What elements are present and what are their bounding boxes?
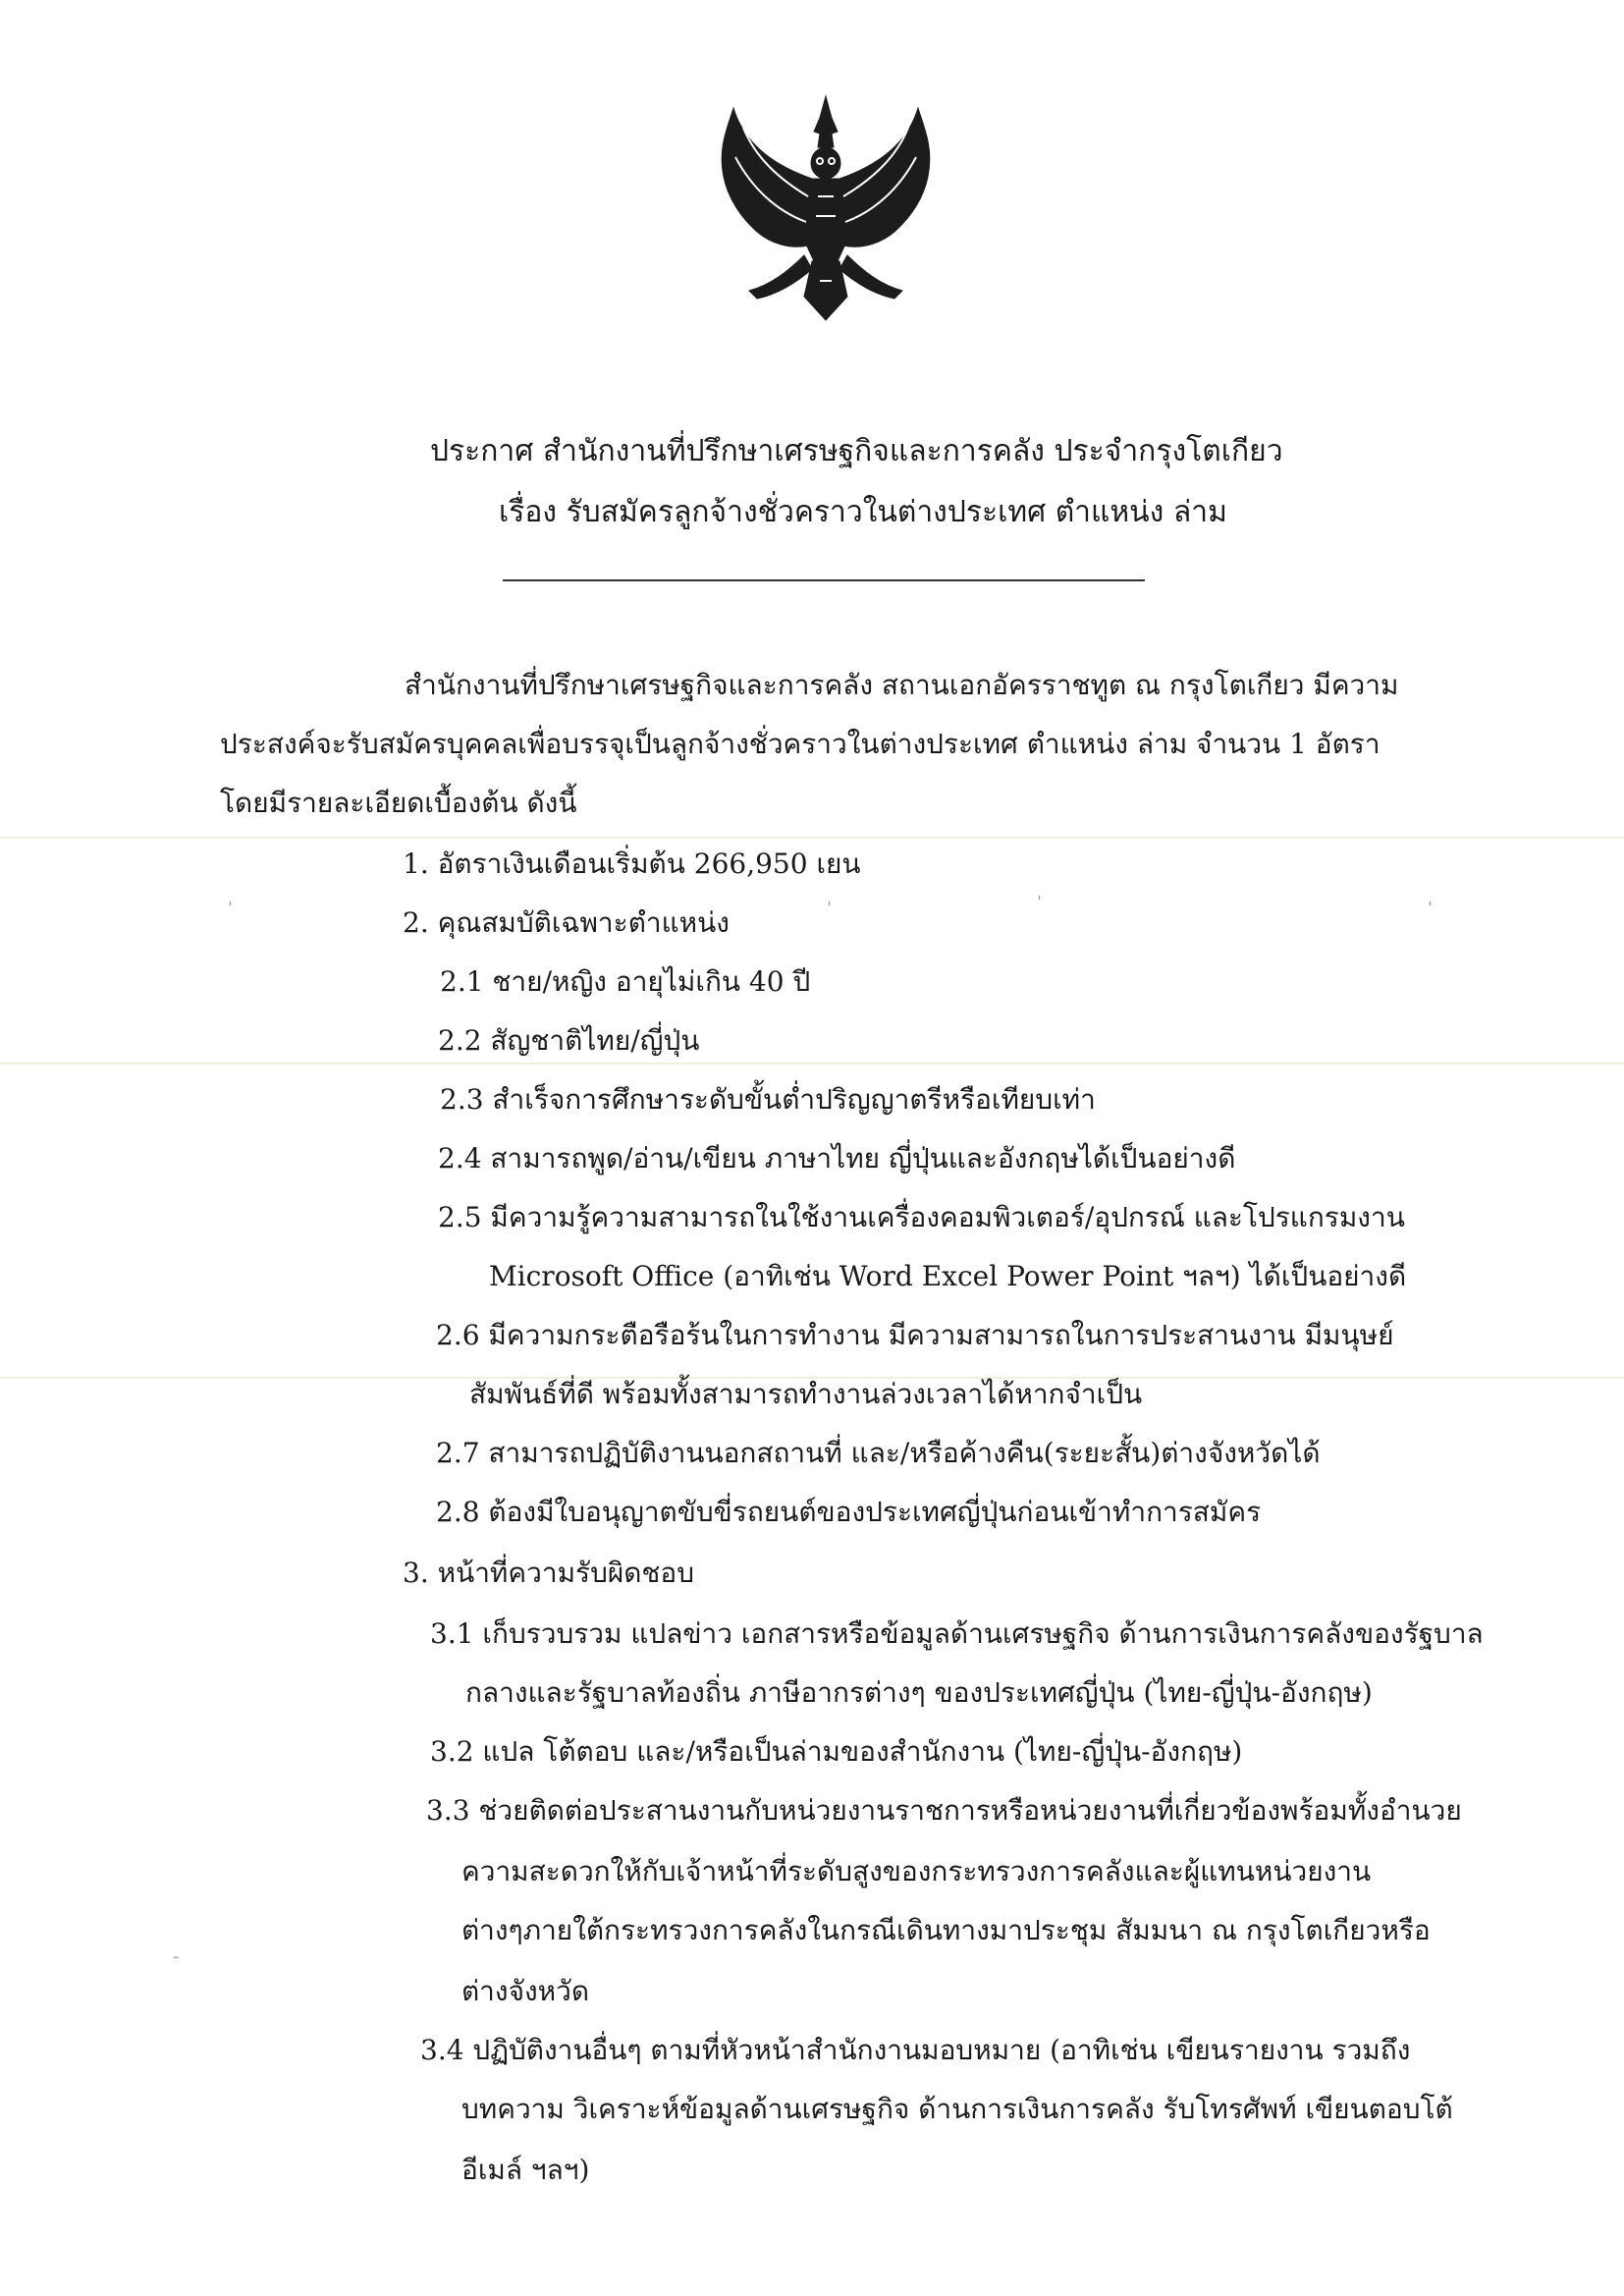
announcement-title: ประกาศ สำนักงานที่ปรึกษาเศรษฐกิจและการคลัง ประจำกรุงโตเกียว xyxy=(430,434,1283,468)
item-3-3: 3.3 ช่วยติดต่อประสานงานกับหน่วยงานราชการหรือหน่วยงานที่เกี่ยวข้องพร้อมทั้งอำนวย xyxy=(426,1794,1462,1827)
garuda-emblem-icon xyxy=(710,88,942,334)
item-3-4-cont-2: อีเมล์ ฯลฯ) xyxy=(461,2154,590,2186)
scan-speck: ˌ xyxy=(1037,882,1042,902)
intro-line-3: โดยมีรายละเอียดเบื้องต้น ดังนี้ xyxy=(220,787,577,819)
scan-band xyxy=(0,837,1624,839)
item-3-3-cont-2: ต่างๆภายใต้กระทรวงการคลังในกรณีเดินทางมาประชุม สัมมนา ณ กรุงโตเกียวหรือ xyxy=(461,1914,1431,1946)
intro-line-1: สำนักงานที่ปรึกษาเศรษฐกิจและการคลัง สถานเอกอัครราชทูต ณ กรุงโตเกียว มีความ xyxy=(405,669,1399,701)
item-3-4-cont-1: บทความ วิเคราะห์ข้อมูลด้านเศรษฐกิจ ด้านการเงินการคลัง รับโทรศัพท์ เขียนตอบโต้ xyxy=(461,2093,1453,2125)
scan-speck: ˌ xyxy=(228,888,233,908)
item-2-2: 2.2 สัญชาติไทย/ญี่ปุ่น xyxy=(438,1024,700,1057)
announcement-subject: เรื่อง รับสมัครลูกจ้างชั่วคราวในต่างประเทศ ตำแหน่ง ล่าม xyxy=(499,495,1227,529)
item-3-4: 3.4 ปฏิบัติงานอื่นๆ ตามที่หัวหน้าสำนักงานมอบหมาย (อาทิเช่น เขียนรายงาน รวมถึง xyxy=(420,2034,1411,2066)
item-qualifications-heading: 2. คุณสมบัติเฉพาะตำแหน่ง xyxy=(403,906,730,939)
item-3-2: 3.2 แปล โต้ตอบ และ/หรือเป็นล่ามของสำนักงาน (ไทย-ญี่ปุ่น-อังกฤษ) xyxy=(430,1735,1243,1768)
item-2-6: 2.6 มีความกระตือรือร้นในการทำงาน มีความสามารถในการประสานงาน มีมนุษย์ xyxy=(436,1319,1394,1351)
item-3-3-cont-3: ต่างจังหวัด xyxy=(461,1975,590,2007)
item-2-8: 2.8 ต้องมีใบอนุญาตขับขี่รถยนต์ของประเทศญี่ปุ่นก่อนเข้าทำการสมัคร xyxy=(436,1496,1262,1528)
item-3-1: 3.1 เก็บรวบรวม แปลข่าว เอกสารหรือข้อมูลด้านเศรษฐกิจ ด้านการเงินการคลังของรัฐบาล xyxy=(430,1617,1484,1650)
item-3-1-cont: กลางและรัฐบาลท้องถิ่น ภาษีอากรต่างๆ ของประเทศญี่ปุ่น (ไทย-ญี่ปุ่น-อังกฤษ) xyxy=(465,1676,1373,1709)
title-separator xyxy=(503,579,1145,581)
item-2-7: 2.7 สามารถปฏิบัติงานนอกสถานที่ และ/หรือค้างคืน(ระยะสั้น)ต่างจังหวัดได้ xyxy=(436,1437,1321,1469)
item-2-5: 2.5 มีความรู้ความสามารถในใช้งานเครื่องคอมพิวเตอร์/อุปกรณ์ และโปรแกรมงาน xyxy=(438,1201,1405,1233)
scan-speck: ‐ xyxy=(173,1946,180,1967)
item-salary: 1. อัตราเงินเดือนเริ่มต้น 266,950 เยน xyxy=(403,847,861,880)
scan-speck: ˌ xyxy=(827,888,832,908)
scan-speck: ˌ xyxy=(1428,888,1433,908)
item-duties-heading: 3. หน้าที่ความรับผิดชอบ xyxy=(403,1557,695,1589)
item-2-1: 2.1 ชาย/หญิง อายุไม่เกิน 40 ปี xyxy=(440,965,811,998)
item-2-4: 2.4 สามารถพูด/อ่าน/เขียน ภาษาไทย ญี่ปุ่นและอังกฤษได้เป็นอย่างดี xyxy=(438,1142,1236,1175)
item-2-6-cont: สัมพันธ์ที่ดี พร้อมทั้งสามารถทำงานล่วงเวลาได้หากจำเป็น xyxy=(469,1378,1143,1410)
item-2-3: 2.3 สำเร็จการศึกษาระดับขั้นต่ำปริญญาตรีหรือเทียบเท่า xyxy=(440,1083,1096,1116)
item-2-5-cont: Microsoft Office (อาทิเช่น Word Excel Power Point ฯลฯ) ได้เป็นอย่างดี xyxy=(489,1260,1407,1292)
scan-band xyxy=(0,1063,1624,1065)
intro-line-2: ประสงค์จะรับสมัครบุคคลเพื่อบรรจุเป็นลูกจ้างชั่วคราวในต่างประเทศ ตำแหน่ง ล่าม จำนวน 1 อัตรา xyxy=(220,728,1380,760)
item-3-3-cont-1: ความสะดวกให้กับเจ้าหน้าที่ระดับสูงของกระทรวงการคลังและผู้แทนหน่วยงาน xyxy=(461,1855,1372,1887)
